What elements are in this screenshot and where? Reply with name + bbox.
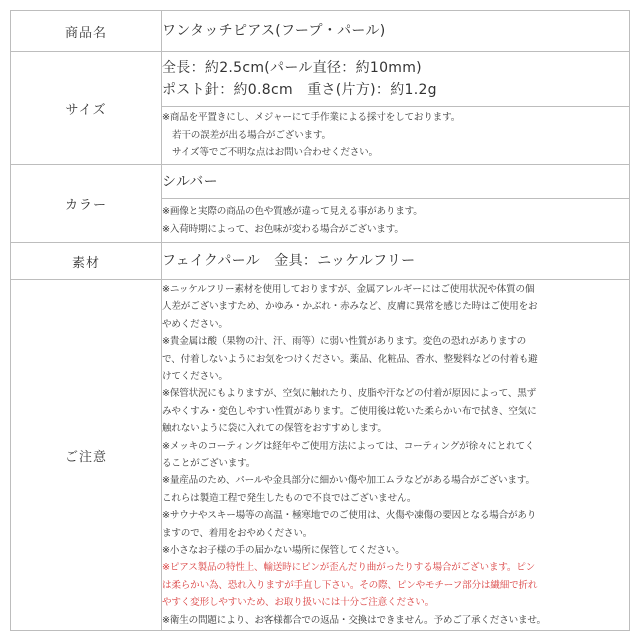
caution-line: ※メッキのコーティングは経年やご使用方法によっては、コーティングが徐々にとれてく xyxy=(162,440,535,452)
size-note: 若干の誤差が出る場合がございます。 xyxy=(172,129,331,141)
label-product-name: 商品名 xyxy=(11,11,162,52)
caution-line: ※ニッケルフリー素材を使用しておりますが、金属アレルギーにはご使用状況や体質の個 xyxy=(162,283,535,295)
size-notes xyxy=(162,107,630,165)
product-name-text: ワンタッチピアス(フープ・パール) xyxy=(162,23,386,39)
caution-line: みやくすみ・変色しやすい性質があります。ご使用後は乾いた柔らかい布で拭き、空気に xyxy=(162,405,537,417)
color-note: ※入荷時期によって、お色味が変わる場合がございます。 xyxy=(162,223,404,235)
color-note: ※画像と実際の商品の色や質感が違って見える事があります。 xyxy=(162,206,423,218)
value-size xyxy=(162,52,630,107)
row-product-name xyxy=(11,11,630,52)
row-size-main xyxy=(11,52,630,107)
label-material: 素材 xyxy=(11,243,162,280)
label-caution: ご注意 xyxy=(11,280,162,631)
row-caution xyxy=(11,280,630,631)
caution-notes xyxy=(162,280,630,631)
row-material xyxy=(11,243,630,280)
value-material xyxy=(162,243,630,280)
caution-warning-line: は柔らかい為、恐れ入りますが手直し下さい。その際、ピンやモチーフ部分は繊細で折れ xyxy=(162,579,538,591)
size-note: ※商品を平置きにし、メジャーにて手作業による採寸をしております。 xyxy=(162,112,461,124)
caution-line: 触れないように袋に入れての保管をおすすめします。 xyxy=(162,423,387,435)
row-color-main xyxy=(11,165,630,199)
label-size: サイズ xyxy=(11,52,162,165)
spec-table xyxy=(10,10,630,631)
caution-line: ※量産品のため、パールや金具部分に細かい傷や加工ムラなどがある場合がございます。 xyxy=(162,475,535,487)
caution-line: やめください。 xyxy=(162,318,228,330)
size-line: 全長：約2.5cm(パール直径：約10mm) xyxy=(162,60,422,76)
caution-warning-line: ※ピアス製品の特性上、輸送時にピンが歪んだり曲がったりする場合がございます。ピン xyxy=(162,562,536,574)
size-line: ポスト針：約0.8cm 重さ(片方)：約1.2g xyxy=(162,82,437,98)
caution-line: けてください。 xyxy=(162,370,228,382)
material-text: フェイクパール 金具：ニッケルフリー xyxy=(162,253,416,269)
value-product-name xyxy=(162,11,630,52)
color-notes xyxy=(162,199,630,243)
caution-line: ※サウナやスキー場等の高温・極寒地でのご使用は、火傷や凍傷の要因となる場合があり xyxy=(162,510,537,522)
caution-line: ※貴金属は酸（果物の汁、汗、雨等）に弱い性質があります。変色の恐れがありますの xyxy=(162,336,527,348)
caution-line: ますので、着用をおやめください。 xyxy=(162,527,313,539)
caution-line: ※衛生の問題により、お客様都合での返品・交換はできません。予めご了承くださいませ。 xyxy=(162,614,546,626)
caution-line: ※保管状況にもよりますが、空気に触れたり、皮脂や汗などの付着が原因によって、黒ず xyxy=(162,388,537,400)
caution-line: 人差がございますため、かゆみ・かぶれ・赤みなど、皮膚に異常を感じた時はご使用をお xyxy=(162,301,538,313)
caution-line: これらは製造工程で発生したもので不良ではございません。 xyxy=(162,492,417,504)
color-text: シルバー xyxy=(162,173,218,190)
value-color xyxy=(162,165,630,199)
caution-warning-line: やすく変形しやすいため、お取り扱いには十分ご注意ください。 xyxy=(162,597,435,609)
caution-line: ることがございます。 xyxy=(162,458,256,469)
size-note: サイズ等でご不明な点はお問い合わせください。 xyxy=(172,147,378,159)
caution-line: で、付着しないようにお気をつけください。薬品、化粧品、香水、整髪料などの付着も避 xyxy=(162,353,538,365)
label-color: カラー xyxy=(11,165,162,243)
caution-line: ※小さなお子様の手の届かない場所に保管してください。 xyxy=(162,545,405,557)
